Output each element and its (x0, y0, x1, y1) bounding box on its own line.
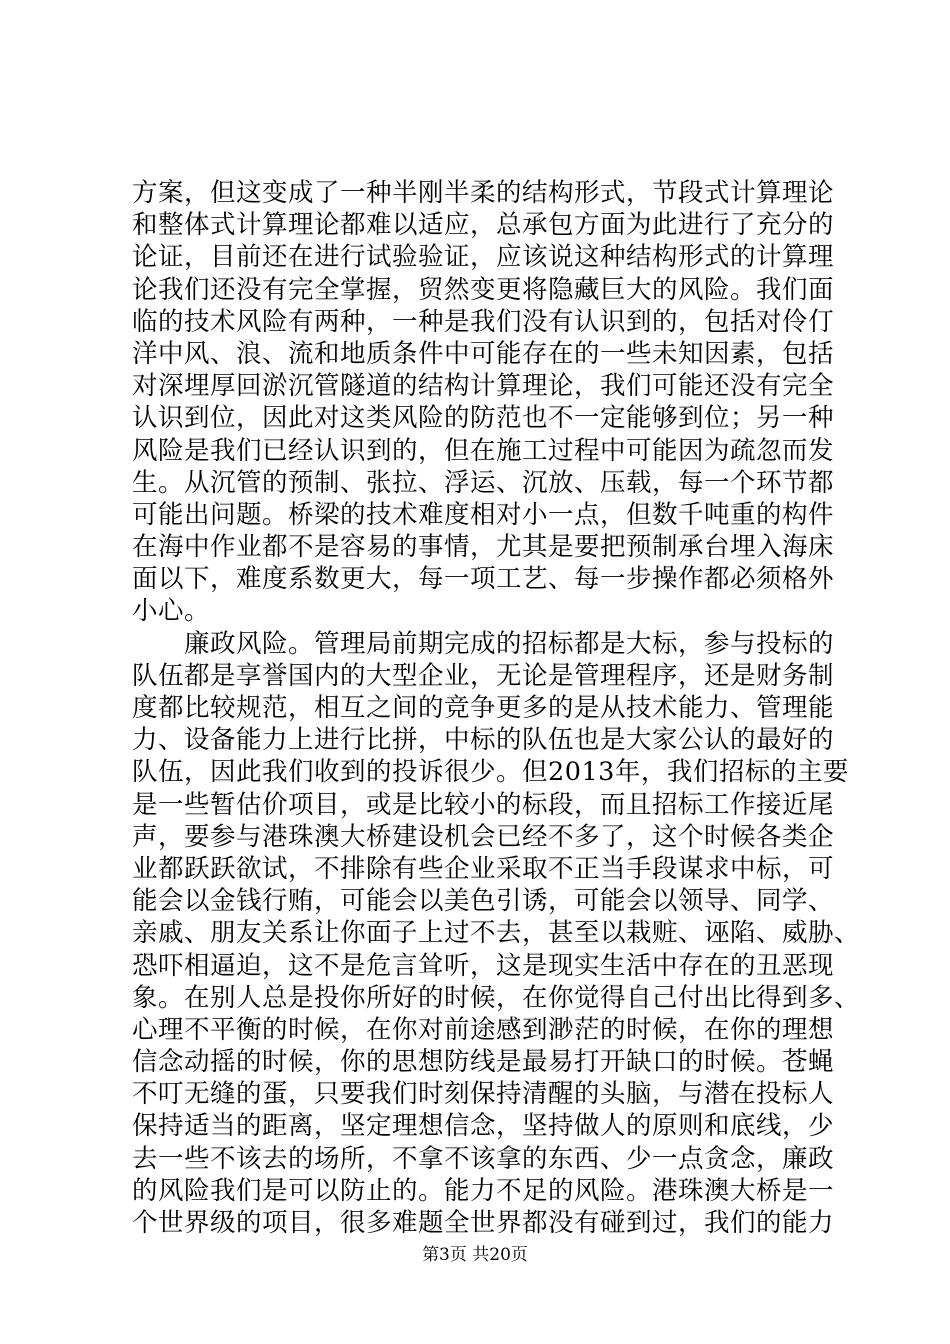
text-line: 可能出问题。桥梁的技术难度相对小一点，但数千吨重的构件 (132, 499, 835, 530)
text-line: 去一些不该去的场所，不拿不该拿的东西、少一点贪念，廉政 (132, 1143, 835, 1174)
text-line: 在海中作业都不是容易的事情，尤其是要把预制承台埋入海床 (132, 532, 835, 563)
text-line: 队伍，因此我们收到的投诉很少。但2013年，我们招标的主要 (132, 757, 849, 788)
page-number-footer: 第3页 共20页 (422, 1245, 528, 1265)
text-line: 是一些暂估价项目，或是比较小的标段，而且招标工作接近尾 (132, 789, 835, 820)
text-line: 生。从沉管的预制、张拉、浮运、沉放、压载，每一个环节都 (132, 467, 835, 498)
text-line: 面以下，难度系数更大，每一项工艺、每一步操作都必须格外 (132, 564, 835, 595)
body-text (132, 177, 861, 1239)
text-line: 论证，目前还在进行试验验证，应该说这种结构形式的计算理 (132, 242, 835, 273)
text-line: 和整体式计算理论都难以适应，总承包方面为此进行了充分的 (132, 210, 835, 241)
text-line: 对深埋厚回淤沉管隧道的结构计算理论，我们可能还没有完全 (132, 371, 835, 402)
text-line: 度都比较规范，相互之间的竞争更多的是从技术能力、管理能 (132, 693, 835, 723)
text-line: 方案，但这变成了一种半刚半柔的结构形式，节段式计算理论 (132, 178, 835, 208)
text-line: 心理不平衡的时候，在你对前途感到渺茫的时候，在你的理想 (132, 1014, 835, 1045)
text-line: 能会以金钱行贿，可能会以美色引诱，可能会以领导、同学、 (132, 886, 835, 917)
text-line: 保持适当的距离，坚定理想信念，坚持做人的原则和底线，少 (132, 1111, 835, 1142)
text-line: 恐吓相逼迫，这不是危言耸听，这是现实生活中存在的丑恶现 (132, 950, 835, 981)
text-line: 小心。 (132, 596, 211, 627)
text-line: 临的技术风险有两种，一种是我们没有认识到的，包括对伶仃 (132, 306, 835, 337)
text-line: 风险是我们已经认识到的，但在施工过程中可能因为疏忽而发 (132, 435, 835, 466)
text-line: 象。在别人总是投你所好的时候，在你觉得自己付出比得到多、 (132, 982, 861, 1013)
text-line: 论我们还没有完全掌握，贸然变更将隐藏巨大的风险。我们面 (132, 274, 835, 305)
text-line: 声，要参与港珠澳大桥建设机会已经不多了，这个时候各类企 (132, 821, 835, 852)
text-line: 个世界级的项目，很多难题全世界都没有碰到过，我们的能力 (132, 1208, 835, 1238)
text-line: 的风险我们是可以防止的。能力不足的风险。港珠澳大桥是一 (132, 1175, 835, 1206)
text-line: 廉政风险。管理局前期完成的招标都是大标，参与投标的 (132, 628, 835, 659)
text-line: 认识到位，因此对这类风险的防范也不一定能够到位；另一种 (132, 403, 835, 434)
text-line: 业都跃跃欲试，不排除有些企业采取不正当手段谋求中标，可 (132, 853, 835, 884)
text-line: 队伍都是享誉国内的大型企业，无论是管理程序，还是财务制 (132, 660, 835, 691)
text-line: 力、设备能力上进行比拼，中标的队伍也是大家公认的最好的 (132, 725, 835, 756)
text-line: 不叮无缝的蛋，只要我们时刻保持清醒的头脑，与潜在投标人 (132, 1079, 835, 1110)
text-line: 亲戚、朋友关系让你面子上过不去，甚至以栽赃、诬陷、威胁、 (132, 918, 861, 949)
text-line: 洋中风、浪、流和地质条件中可能存在的一些未知因素，包括 (132, 338, 835, 369)
text-line: 信念动摇的时候，你的思想防线是最易打开缺口的时候。苍蝇 (132, 1047, 835, 1078)
